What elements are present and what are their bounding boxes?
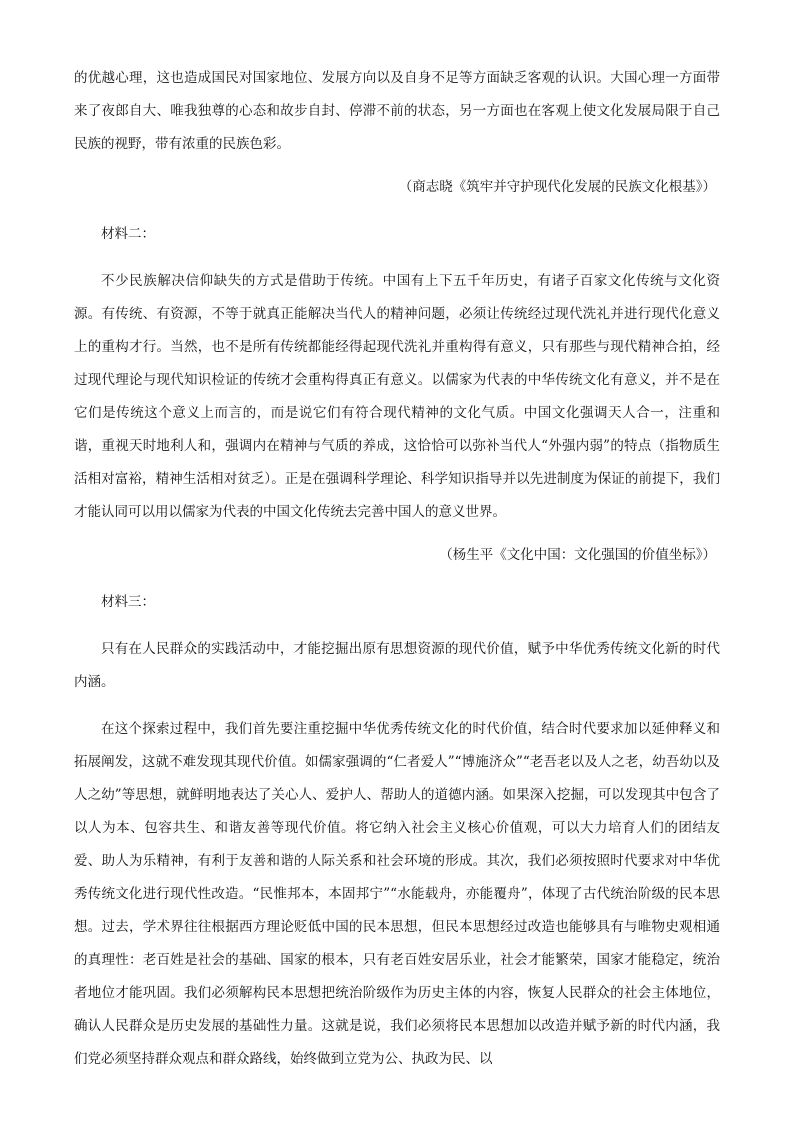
paragraph-continued: 的优越心理，这也造成国民对国家地位、发展方向以及自身不足等方面缺乏客观的认识。大国心理一方面带来了夜郎自大、唯我独尊的心态和故步自封、停滞不前的状态，另一方面也在客观上使文化发展局限于自己民族的视野，带有浓重的民族色彩。 <box>74 70 720 152</box>
source-citation-1: （商志晓《筑牢并守护现代化发展的民族文化根基》） <box>398 179 716 195</box>
paragraph-material-2: 不少民族解决信仰缺失的方式是借助于传统。中国有上下五千年历史，有诸子百家文化传统与文化资源。有传统、有资源，不等于就真正能解决当代人的精神问题，必须让传统经过现代洗礼并进行现代化意义上的重构才行。当然，也不是所有传统都能经得起现代洗礼并重构得有意义，只有那些与现代精神合拍，经过现代理论与现代知识检证的传统才会重构得真正有意义。以儒家为代表的中华传统文化有意义，并不是在它们是传统这个意义上而言的，而是说它们有符合现代精神的文化气质。中国文化强调天人合一，注重和谐，重视天时地利人和，强调内在精神与气质的养成，这恰恰可以弥补当代人“外强内弱”的特点（指物质生活相对富裕，精神生活相对贫乏）。正是在强调科学理论、科学知识指导并以先进制度为保证的前提下，我们才能认同可以用以儒家为代表的中国文化传统去完善中国人的意义世界。 <box>74 273 720 520</box>
source-citation-2: （杨生平《文化中国：文化强国的价值坐标》） <box>439 547 716 563</box>
section-heading-material-3: 材料三： <box>101 594 155 610</box>
paragraph-material-3-intro: 只有在人民群众的实践活动中，才能挖掘出原有思想资源的现代价值，赋予中华优秀传统文化新的时代内涵。 <box>74 641 720 690</box>
section-heading-material-2: 材料二： <box>101 226 155 242</box>
paragraph-material-3-body: 在这个探索过程中，我们首先要注重挖掘中华优秀传统文化的时代价值，结合时代要求加以延伸释义和拓展阐发，这就不难发现其现代价值。如儒家强调的“仁者爱人”“博施济众”“老吾老以及人之老，幼吾幼以及人之幼”等思想，就鲜明地表达了关心人、爱护人、帮助人的道德内涵。如果深入挖掘，可以发现其中包含了以人为本、包容共生、和谐友善等现代价值。将它纳入社会主义核心价值观，可以大力培育人们的团结友爱、助人为乐精神，有利于友善和谐的人际关系和社会环境的形成。其次，我们必须按照时代要求对中华优秀传统文化进行现代性改造。“民惟邦本，本固邦宁”“水能载舟，亦能覆舟”，体现了古代统治阶级的民本思想。过去，学术界往往根据西方理论贬低中国的民本思想，但民本思想经过改造也能够具有与唯物史观相通的真理性：老百姓是社会的基础、国家的根本，只有老百姓安居乐业，社会才能繁荣，国家才能稳定，统治者地位才能巩固。我们必须解构民本思想把统治阶级作为历史主体的内容，恢复人民群众的社会主体地位，确认人民群众是历史发展的基础性力量。这就是说，我们必须将民本思想加以改造并赋予新的时代内涵，我们党必须坚持群众观点和群众路线，始终做到立党为公、执政为民、以 <box>74 721 720 1067</box>
